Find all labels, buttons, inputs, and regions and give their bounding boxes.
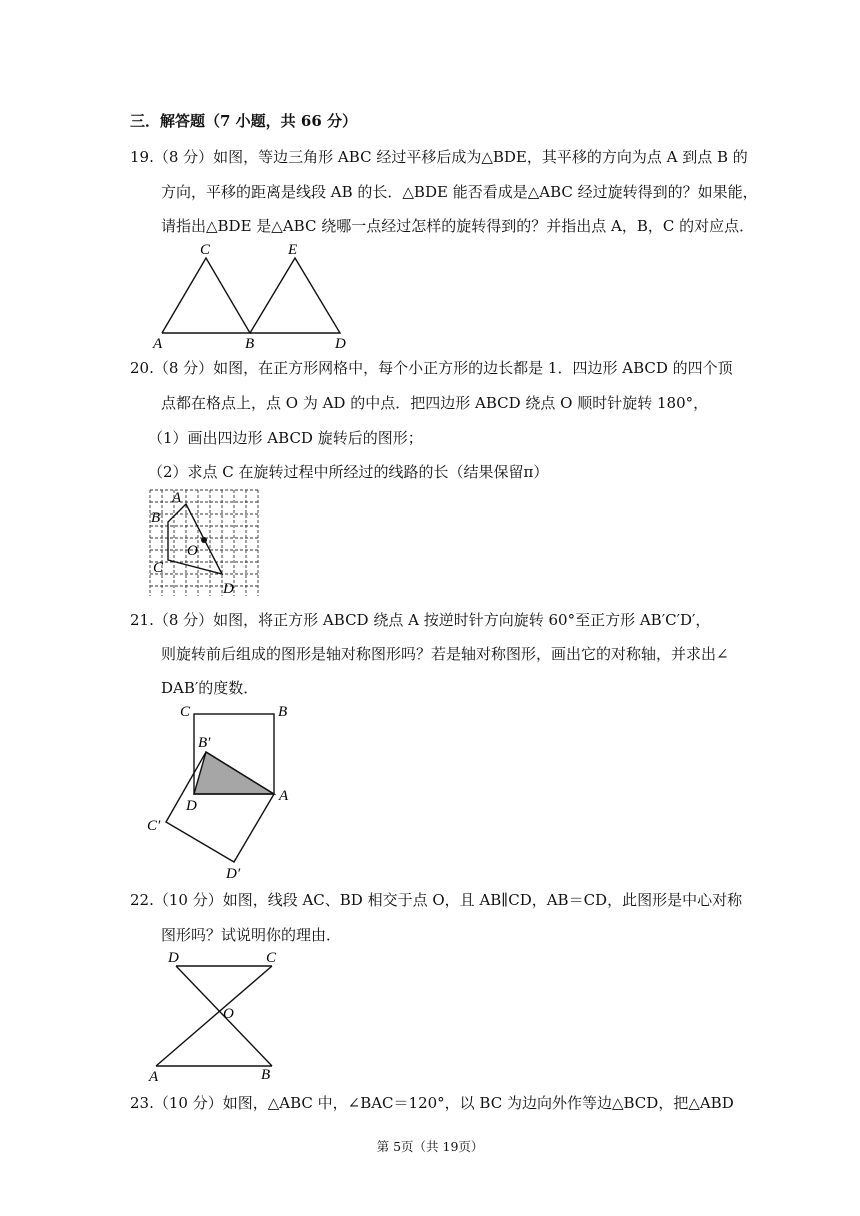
q22-figure — [144, 948, 294, 1084]
q21-squares-figure — [140, 700, 310, 880]
q21-line-2: 则旋转前后组成的图形是轴对称图形吗？若是轴对称图形，画出它的对称轴，并求出∠ — [161, 645, 729, 663]
q22-label-a: A — [149, 1069, 159, 1084]
q20-label-o: O — [187, 543, 198, 559]
q19-label-a: A — [153, 336, 163, 350]
q21-label-b-prime: B′ — [198, 735, 211, 751]
q21-shaded-triangle — [194, 752, 274, 794]
q20-grid-figure — [144, 486, 264, 600]
q22-line-2: 图形吗？试说明你的理由． — [161, 926, 342, 944]
q20-label-d: D — [223, 581, 234, 597]
q21-label-d: D — [186, 798, 197, 814]
q22-label-c: C — [266, 950, 277, 966]
q20-line-3: （1）画出四边形 ABCD 旋转后的图形； — [148, 429, 423, 447]
q23-line-1: 23.（10 分）如图，△ABC 中，∠BAC＝120°，以 BC 为边向外作等边△BCD，把△ABD — [130, 1094, 734, 1112]
q19-label-e: E — [288, 242, 298, 258]
q20-line-2: 点都在格点上，点 O 为 AD 的中点．把四边形 ABCD 绕点 O 顺时针旋转 180°， — [161, 394, 709, 412]
q19-line-2: 方向，平移的距离是线段 AB 的长．△BDE 能否看成是△ABC 经过旋转得到的？如果能， — [161, 183, 758, 201]
q19-line-1: 19.（8 分）如图，等边三角形 ABC 经过平移后成为△BDE，其平移的方向为点 A 到点 B 的 — [130, 148, 748, 166]
q22-label-o: O — [223, 1006, 234, 1022]
q20-label-a: A — [172, 490, 182, 506]
q21-label-c: C — [180, 704, 191, 720]
q22-label-b: B — [261, 1067, 271, 1083]
q19-label-d: D — [335, 336, 346, 350]
page-footer: 第 5页（共 19页） — [376, 1139, 484, 1154]
q21-label-b: B — [278, 704, 288, 720]
q19-triangles-figure — [150, 238, 360, 350]
q20-label-c: C — [153, 560, 164, 576]
q21-label-a: A — [279, 788, 289, 804]
q21-line-1: 21.（8 分）如图，将正方形 ABCD 绕点 A 按逆时针方向旋转 60°至正方形 AB′C′D′， — [130, 611, 711, 629]
q20-label-b: B — [151, 510, 161, 526]
q20-line-4: （2）求点 C 在旋转过程中所经过的线路的长（结果保留π） — [148, 463, 549, 481]
q19-line-3: 请指出△BDE 是△ABC 绕哪一点经过怎样的旋转得到的？并指出点 A，B，C 的对应点． — [161, 217, 755, 235]
q19-label-c: C — [200, 242, 211, 258]
q21-line-3: DAB′的度数． — [161, 679, 259, 697]
q22-line-1: 22.（10 分）如图，线段 AC、BD 相交于点 O，且 AB∥CD，AB＝CD，此图形是中心对称 — [130, 891, 743, 909]
section-title: 三．解答题（7 小题，共 66 分） — [130, 112, 357, 130]
q22-label-d: D — [168, 950, 179, 966]
q19-label-b: B — [245, 336, 255, 350]
q21-label-c-prime: C′ — [147, 818, 161, 834]
q20-line-1: 20.（8 分）如图，在正方形网格中，每个小正方形的边长都是 1．四边形 ABCD 的四个顶 — [130, 359, 733, 377]
q21-label-d-prime: D′ — [226, 866, 241, 880]
